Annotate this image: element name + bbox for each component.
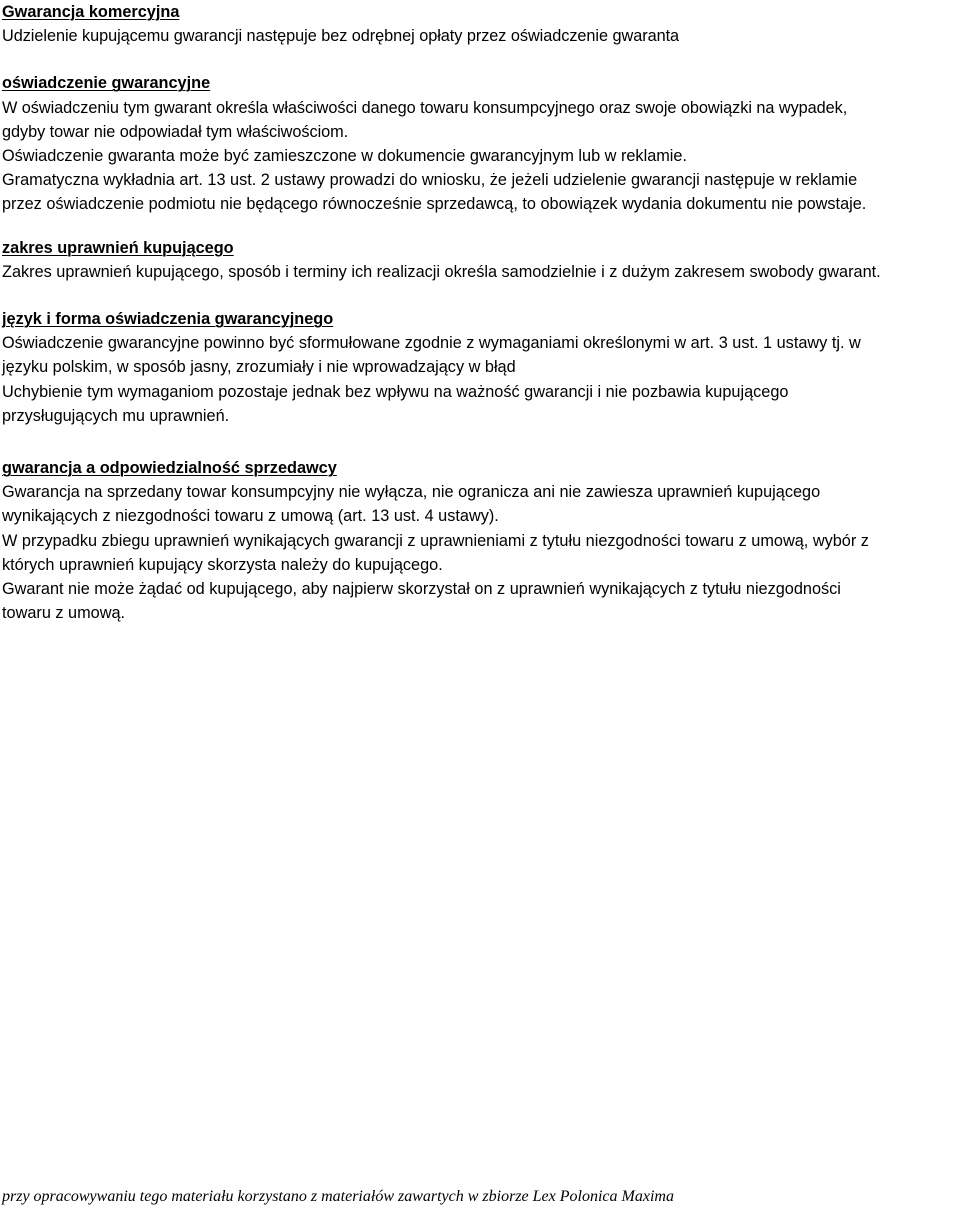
body-line: języku polskim, w sposób jasny, zrozumiały i nie wprowadzający w błąd: [2, 358, 516, 377]
section-gwarancja-a-odpowiedzialnosc: [2, 456, 958, 625]
body-line: Zakres uprawnień kupującego, sposób i terminy ich realizacji określa samodzielnie i z dużym zakresem swobody gwarant.: [2, 262, 881, 281]
spacer: [2, 48, 958, 71]
section-heading: Gwarancja komercyjna: [2, 3, 180, 21]
body-line: przez oświadczenie podmiotu nie będącego równocześnie sprzedawcą, to obowiązek wydania dokumentu nie powstaje.: [2, 195, 867, 214]
section-zakres-uprawnien: [2, 236, 958, 284]
body-line: towaru z umową.: [2, 604, 126, 623]
body-line: Gwarancja na sprzedany towar konsumpcyjny nie wyłącza, nie ogranicza ani nie zawiesza uprawnień kupującego: [2, 483, 821, 502]
body-line: przysługujących mu uprawnień.: [2, 406, 230, 425]
spacer: [2, 284, 958, 307]
section-jezyk-i-forma: [2, 307, 958, 428]
section-heading: zakres uprawnień kupującego: [2, 238, 234, 257]
body-line: Uchybienie tym wymaganiom pozostaje jednak bez wpływu na ważność gwarancji i nie pozbawia kupującego: [2, 382, 789, 401]
document-body: [2, 0, 958, 625]
body-line: W przypadku zbiegu uprawnień wynikających gwarancji z uprawnieniami z tytułu niezgodności towaru z umową, wybór z: [2, 531, 869, 550]
body-line: Gwarant nie może żądać od kupującego, aby najpierw skorzystał on z uprawnień wynikających z tytułu niezgodności: [2, 580, 841, 599]
section-heading: oświadczenie gwarancyjne: [2, 74, 211, 93]
body-line: Gramatyczna wykładnia art. 13 ust. 2 ustawy prowadzi do wniosku, że jeżeli udzielenie gwarancji następuje w reklamie: [2, 171, 858, 190]
spacer: [2, 428, 958, 456]
body-line: Udzielenie kupującemu gwarancji następuje bez odrębnej opłaty przez oświadczenie gwaranta: [2, 27, 680, 46]
spacer: [2, 217, 958, 236]
section-gwarancja-komercyjna: [2, 0, 958, 48]
section-heading: gwarancja a odpowiedzialność sprzedawcy: [2, 459, 337, 478]
body-line: wynikających z niezgodności towaru z umową (art. 13 ust. 4 ustawy).: [2, 507, 499, 526]
footer-note: przy opracowywaniu tego materiału korzystano z materiałów zawartych w zbiorze Lex Polonica Maxima: [2, 1188, 674, 1205]
body-line: Oświadczenie gwarancyjne powinno być sformułowane zgodnie z wymaganiami określonymi w art. 3 ust. 1 ustawy tj. w: [2, 334, 861, 353]
section-heading: język i forma oświadczenia gwarancyjnego: [2, 310, 334, 329]
body-line: gdyby towar nie odpowiadał tym właściwościom.: [2, 122, 349, 141]
body-line: których uprawnień kupujący skorzysta należy do kupującego.: [2, 555, 443, 574]
section-oswiadczenie-gwarancyjne: [2, 71, 958, 216]
body-line: W oświadczeniu tym gwarant określa właściwości danego towaru konsumpcyjnego oraz swoje obowiązki na wypadek,: [2, 98, 848, 117]
body-line: Oświadczenie gwaranta może być zamieszczone w dokumencie gwarancyjnym lub w reklamie.: [2, 147, 688, 166]
